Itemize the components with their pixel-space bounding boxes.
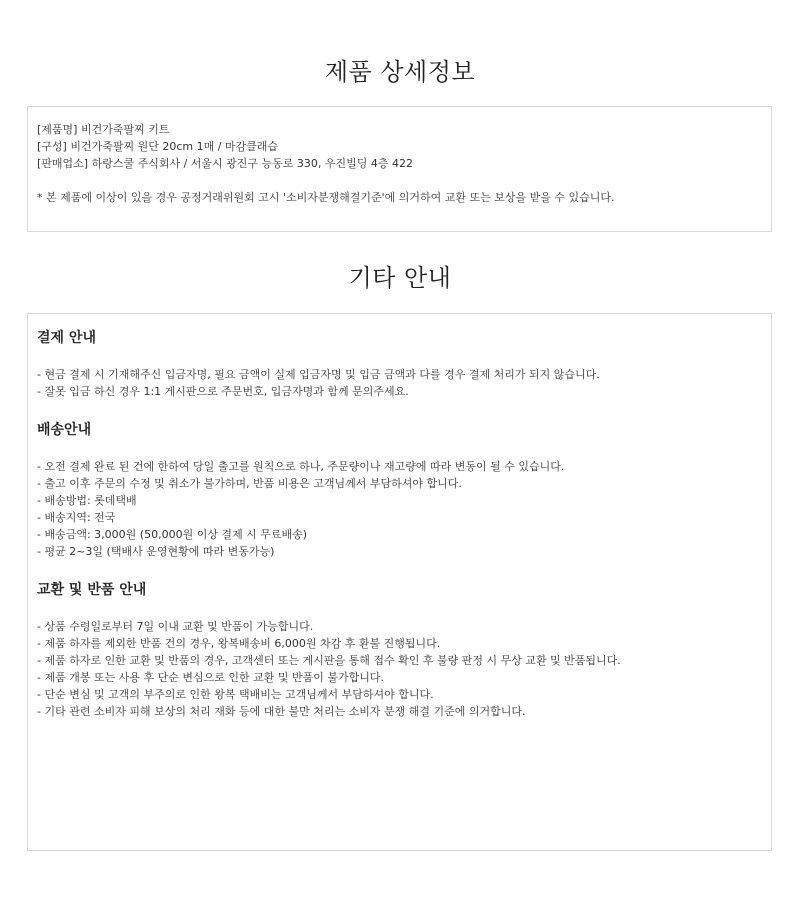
list-item: - 제품 하자로 인한 교환 및 반품의 경우, 고객센터 또는 게시판을 통해 접수 확인 후 불량 판정 시 무상 교환 및 반품됩니다. [37, 654, 621, 667]
product-details-box [27, 106, 772, 232]
spacer [37, 172, 771, 189]
list-item: - 배송금액: 3,000원 (50,000원 이상 결제 시 무료배송) [37, 528, 308, 541]
list-item: - 상품 수령일로부터 7일 이내 교환 및 반품이 가능합니다. [37, 620, 314, 633]
list-item: - 기타 관련 소비자 피해 보상의 처리 재화 등에 대한 불만 처리는 소비자 분쟁 해결 기준에 의거합니다. [37, 705, 526, 718]
list-item: - 배송지역: 전국 [37, 511, 116, 524]
product-details-title: 제품 상세정보 [324, 58, 476, 86]
product-name-line: [제품명] 비건가죽팔찌 키트 [37, 123, 170, 136]
product-seller-line: [판매업소] 하랑스쿨 주식회사 / 서울시 광진구 능동로 330, 우진빌딩 4층 422 [37, 157, 414, 170]
product-composition-line: [구성] 비건가죽팔찌 원단 20cm 1매 / 마감클래습 [37, 140, 279, 153]
product-notice-line: * 본 제품에 이상이 있을 경우 공정거래위원회 고시 '소비자분쟁해결기준'에 의거하여 교환 또는 보상을 받을 수 있습니다. [37, 191, 615, 204]
list-item: - 제품 개봉 또는 사용 후 단순 변심으로 인한 교환 및 반품이 불가합니다. [37, 671, 384, 684]
list-item: - 단순 변심 및 고객의 부주의로 인한 왕복 택배비는 고객님께서 부담하셔야 합니다. [37, 688, 434, 701]
list-item: - 제품 하자를 제외한 반품 건의 경우, 왕복배송비 6,000원 차감 후 환불 진행됩니다. [37, 637, 441, 650]
payment-info-block [37, 328, 771, 400]
list-item: - 잘못 입금 하신 경우 1:1 게시판으로 주문번호, 입금자명과 함께 문의주세요. [37, 385, 409, 398]
shipping-info-heading: 배송안내 [37, 422, 92, 438]
exchange-return-heading: 교환 및 반품 안내 [37, 582, 147, 598]
list-item: - 출고 이후 주문의 수정 및 취소가 불가하며, 반품 비용은 고객님께서 부담하셔야 합니다. [37, 477, 462, 490]
payment-info-heading: 결제 안내 [37, 330, 96, 346]
exchange-return-block [37, 580, 771, 720]
other-info-title: 기타 안내 [348, 264, 452, 292]
other-info-box [27, 313, 772, 851]
list-item: - 오전 결제 완료 된 건에 한하여 당일 출고를 원칙으로 하나, 주문량이나 재고량에 따라 변동이 될 수 있습니다. [37, 460, 565, 473]
list-item: - 배송방법: 롯데택배 [37, 494, 137, 507]
list-item: - 현금 결제 시 기재해주신 입금자명, 필요 금액이 실제 입금자명 및 입금 금액과 다를 경우 결제 처리가 되지 않습니다. [37, 368, 600, 381]
list-item: - 평균 2~3일 (택배사 운영현황에 따라 변동가능) [37, 545, 275, 558]
shipping-info-block [37, 420, 771, 560]
